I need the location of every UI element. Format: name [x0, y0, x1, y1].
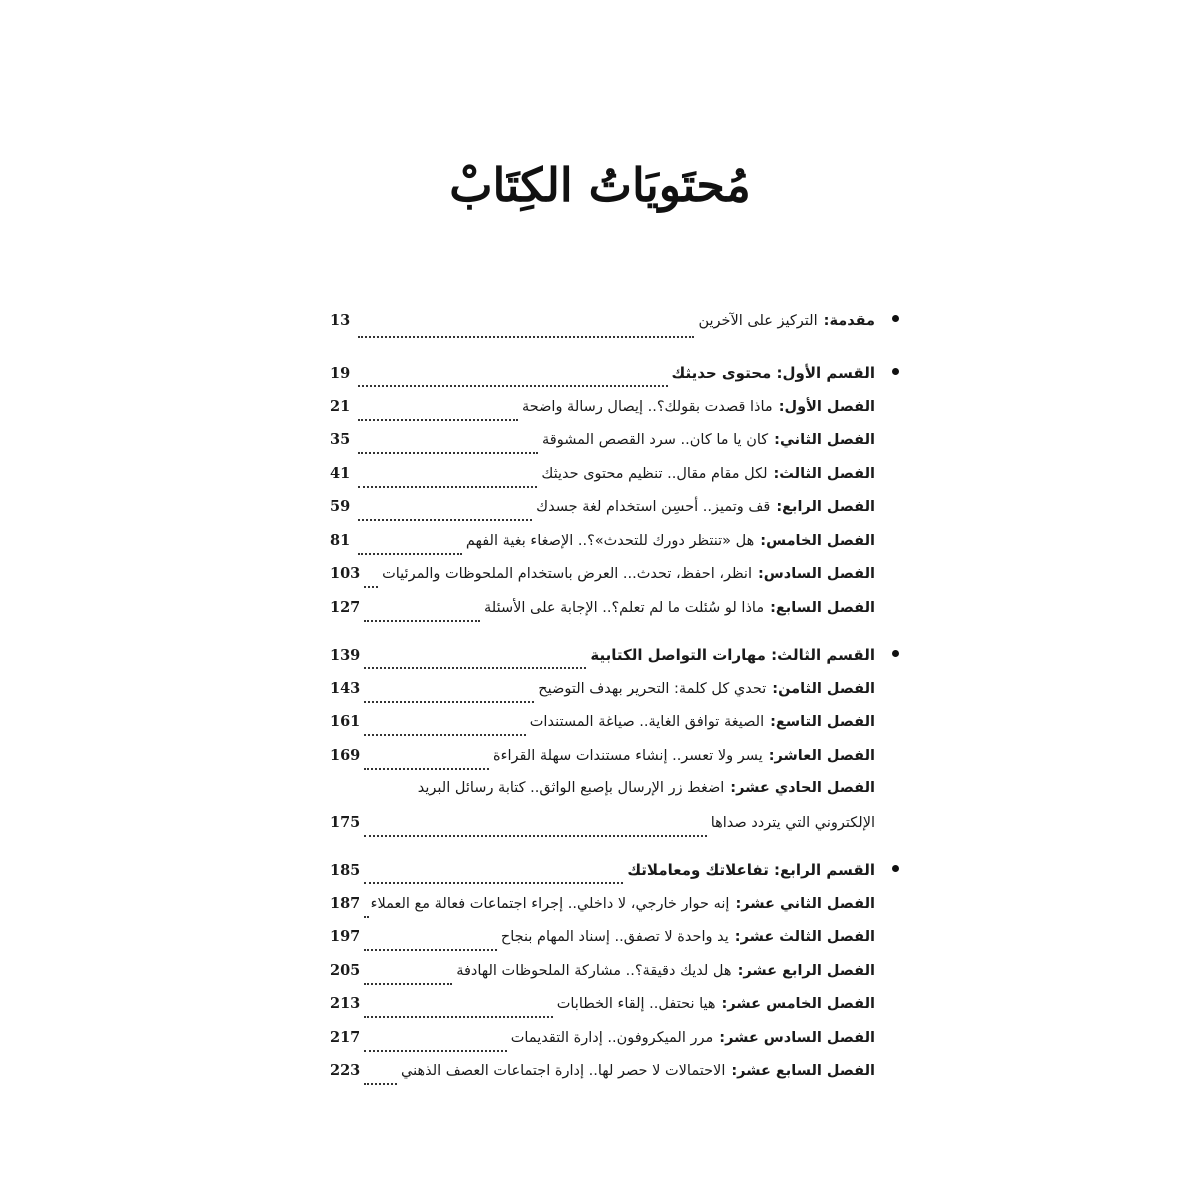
page-number: 41	[330, 464, 351, 482]
toc-entry-text: القسم الثالث: مهارات التواصل الكتابية	[590, 646, 875, 664]
page-number: 161	[330, 713, 361, 730]
page-number: 197	[330, 928, 361, 945]
toc-entry-label: الفصل السابع عشر:	[731, 1063, 875, 1079]
dot-leader	[358, 335, 694, 338]
dot-leader	[364, 881, 623, 884]
dot-leader	[358, 518, 532, 521]
toc-entry-row	[330, 1029, 875, 1063]
toc-entry-label: الفصل الأول:	[778, 398, 875, 415]
toc-entry-text: التركيز على الآخرين	[698, 313, 818, 329]
toc-entry-text: القسم الأول: محتوى حديثك	[671, 364, 875, 382]
page-number: 213	[330, 995, 361, 1012]
toc-entry-text: ماذا لو سُئلت ما لم تعلم؟.. الإجابة على الأسئلة	[484, 599, 765, 616]
toc-entry-row	[330, 814, 875, 848]
toc-entry-text: الإلكتروني التي يتردد صداها	[710, 814, 875, 831]
toc-entry-label: الفصل التاسع:	[770, 714, 875, 730]
toc-entry-text: مرر الميكروفون.. إدارة التقديمات	[510, 1029, 714, 1046]
toc-entry-row	[330, 962, 875, 996]
toc-entry-text: يسر ولا تعسر.. إنشاء مستندات سهلة القراءة	[493, 747, 763, 764]
toc-entry-row	[330, 431, 875, 465]
page-number: 35	[330, 431, 351, 448]
toc-section-row	[330, 646, 875, 680]
toc-entry-text: لكل مقام مقال.. تنظيم محتوى حديثك	[541, 465, 768, 482]
page-number: 81	[330, 531, 351, 549]
toc-entry-text: إنه حوار خارجي، لا داخلي.. إجراء اجتماعات فعالة مع العملاء	[370, 895, 730, 912]
toc-entry-label: الفصل الثالث:	[773, 465, 875, 482]
toc-entry-text: هل «تنتظر دورك للتحدث»؟.. الإصغاء بغية الفهم	[465, 532, 755, 549]
toc-entry-row	[330, 928, 875, 962]
toc-entry-row	[330, 780, 875, 814]
toc-entry-text: ماذا قصدت بقولك؟.. إيصال رسالة واضحة	[521, 398, 773, 415]
dot-leader	[364, 948, 497, 951]
toc-entry-row	[330, 565, 875, 599]
page-number: 21	[330, 397, 351, 415]
page-number: 175	[330, 813, 361, 831]
dot-leader	[364, 1049, 507, 1052]
toc-entry-text: انظر، احفظ، تحدث... العرض باستخدام الملحوظات والمرئيات	[382, 566, 752, 582]
toc-entry-text: كان يا ما كان.. سرد القصص المشوقة	[542, 432, 769, 448]
page-number: 205	[330, 961, 361, 979]
toc-entry-text: هيا نحتفل.. إلقاء الخطابات	[556, 996, 716, 1012]
dot-leader	[358, 384, 668, 387]
toc-entry-label: الفصل الثامن:	[772, 680, 875, 697]
toc-entry-row	[330, 747, 875, 781]
dot-leader	[364, 1015, 552, 1018]
dot-leader	[364, 585, 378, 588]
toc-entry-row	[330, 532, 875, 566]
toc-entry-text: قف وتميز.. أحسِن استخدام لغة جسدك	[536, 499, 771, 515]
dot-leader	[358, 451, 538, 454]
toc-entry-row	[330, 498, 875, 532]
dot-leader	[364, 834, 706, 837]
page-number: 19	[330, 365, 351, 382]
dot-leader	[364, 767, 489, 770]
page-number: 13	[330, 312, 351, 329]
page-number: 169	[330, 746, 361, 764]
toc-entry-text: اضغط زر الإرسال بإصبع الواثق.. كتابة رسائل البريد	[417, 780, 725, 796]
page-number: 143	[330, 679, 361, 697]
page-number: 223	[330, 1062, 361, 1079]
page-number: 187	[330, 894, 361, 912]
toc-entry-row	[330, 312, 875, 350]
toc-entry-label: الفصل الثاني:	[774, 432, 875, 448]
toc-entry-label: الفصل الخامس عشر:	[721, 996, 875, 1012]
toc-entry-text: هل لديك دقيقة؟.. مشاركة الملحوظات الهادفة	[456, 962, 732, 979]
toc-entry-label: الفصل الثالث عشر:	[734, 929, 875, 945]
toc-entry-label: الفصل الخامس:	[760, 532, 875, 549]
table-of-contents	[330, 312, 875, 1096]
page-number: 103	[330, 565, 361, 582]
toc-entry-row	[330, 599, 875, 633]
dot-leader	[364, 619, 480, 622]
toc-entry-label: الفصل الرابع:	[776, 499, 875, 515]
toc-entry-text: الصيغة توافق الغاية.. صياغة المستندات	[529, 714, 765, 730]
page-number: 185	[330, 862, 361, 879]
dot-leader	[364, 915, 366, 918]
toc-entry-label: الفصل الرابع عشر:	[737, 962, 875, 979]
page-number: 59	[330, 498, 351, 515]
toc-entry-row	[330, 1062, 875, 1096]
dot-leader	[358, 418, 518, 421]
toc-entry-label: الفصل السابع:	[770, 599, 875, 616]
toc-entry-text: القسم الرابع: تفاعلاتك ومعاملاتك	[627, 861, 875, 879]
toc-entry-text: يد واحدة لا تصفق.. إسناد المهام بنجاح	[500, 929, 729, 945]
toc-entry-label: الفصل العاشر:	[768, 747, 875, 764]
dot-leader	[364, 1082, 397, 1085]
toc-entry-label: مقدمة:	[823, 313, 875, 329]
toc-entry-row	[330, 680, 875, 714]
toc-entry-text: الاحتمالات لا حصر لها.. إدارة اجتماعات العصف الذهني	[401, 1063, 726, 1079]
toc-entry-row	[330, 713, 875, 747]
toc-section-row	[330, 861, 875, 895]
page-title: مُحتَويَاتُ الكِتَابْ	[449, 158, 751, 212]
dot-leader	[364, 666, 586, 669]
dot-leader	[358, 485, 537, 488]
dot-leader	[358, 801, 414, 802]
dot-leader	[364, 733, 526, 736]
toc-entry-row	[330, 995, 875, 1029]
toc-entry-row	[330, 895, 875, 929]
dot-leader	[364, 982, 452, 985]
toc-section-row	[330, 364, 875, 398]
page-number: 217	[330, 1028, 361, 1046]
page-number: 139	[330, 647, 361, 664]
toc-entry-row	[330, 465, 875, 499]
toc-entry-label: الفصل الحادي عشر:	[730, 780, 875, 796]
toc-entry-row	[330, 398, 875, 432]
dot-leader	[364, 700, 534, 703]
dot-leader	[358, 552, 462, 555]
toc-entry-text: تحدي كل كلمة: التحرير بهدف التوضيح	[538, 680, 767, 697]
page-number: 127	[330, 598, 361, 616]
toc-entry-label: الفصل السادس:	[758, 566, 875, 582]
toc-entry-label: الفصل الثاني عشر:	[735, 895, 875, 912]
toc-entry-label: الفصل السادس عشر:	[719, 1029, 875, 1046]
